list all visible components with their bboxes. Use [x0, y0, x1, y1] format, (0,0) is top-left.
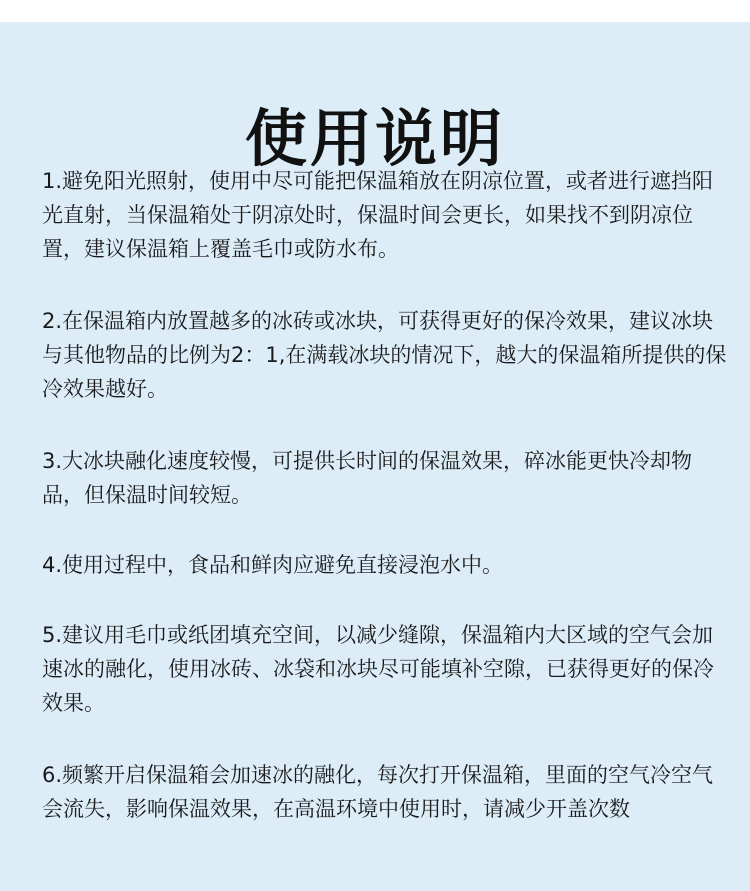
- instruction-item-5: 5.建议用毛巾或纸团填充空间，以减少缝隙，保温箱内大区域的空气会加速冰的融化，使用冰砖、冰袋和冰块尽可能填补空隙，已获得更好的保冷效果。: [42, 623, 714, 715]
- instruction-item-6: 6.频繁开启保温箱会加速冰的融化，每次打开保温箱，里面的空气冷空气会流失，影响保温效果，在高温环境中使用时，请减少开盖次数: [42, 763, 714, 821]
- instruction-item-1: 1.避免阳光照射，使用中尽可能把保温箱放在阴凉位置，或者进行遮挡阳光直射，当保温箱处于阴凉处时，保温时间会更长，如果找不到阴凉位置，建议保温箱上覆盖毛巾或防水布。: [42, 169, 714, 261]
- instruction-item-2: 2.在保温箱内放置越多的冰砖或冰块，可获得更好的保冷效果，建议冰块与其他物品的比例为2：1,在满载冰块的情况下，越大的保温箱所提供的保冷效果越好。: [42, 309, 727, 401]
- instruction-item-3: 3.大冰块融化速度较慢，可提供长时间的保温效果，碎冰能更快冷却物品，但保温时间较短。: [42, 449, 693, 507]
- page-title: 使用说明: [244, 101, 505, 175]
- instruction-item-4: 4.使用过程中，食品和鲜肉应避免直接浸泡水中。: [42, 553, 504, 577]
